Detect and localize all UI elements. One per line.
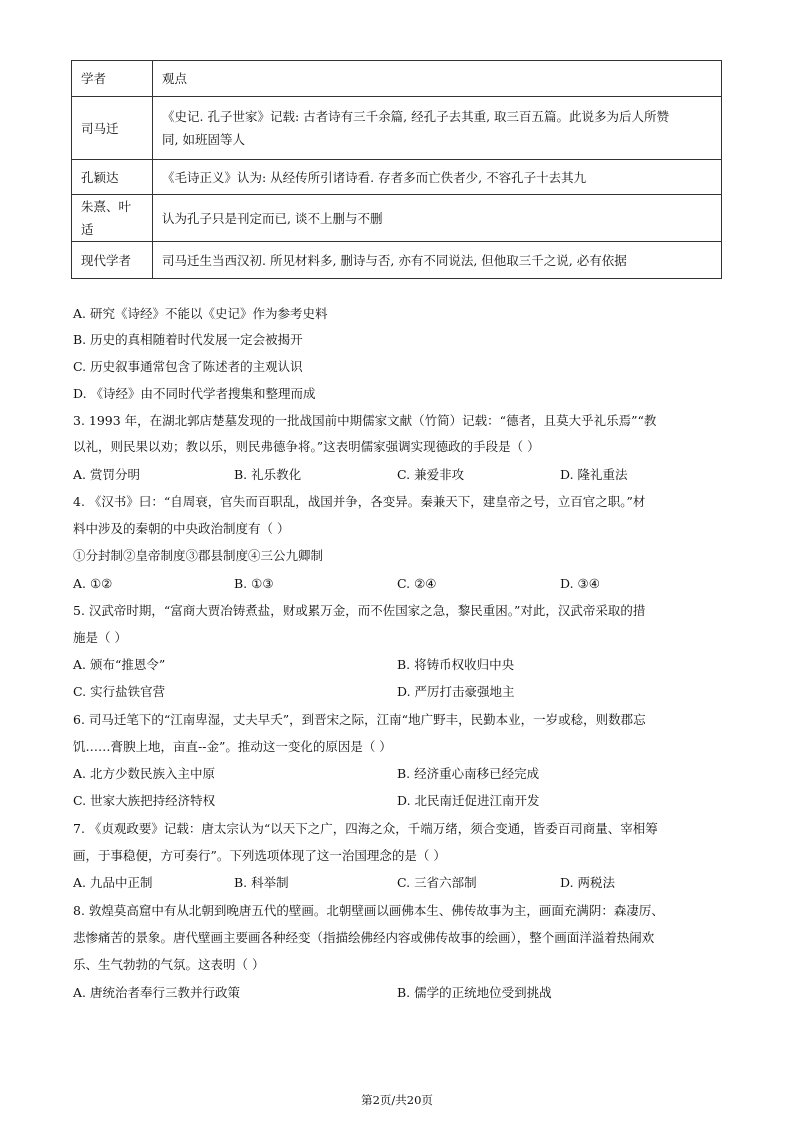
view-line: 同, 如班固等人 bbox=[162, 132, 245, 147]
q2-option-d: D. 《诗经》由不同时代学者搜集和整理而成 bbox=[73, 386, 316, 401]
q4-stem-line: 4. 《汉书》曰：“自周衰，官失而百职乱，战国并争，各变异。秦兼天下，建皇帝之号，立百官之职。”材 bbox=[73, 494, 646, 509]
scholar-views-table bbox=[71, 60, 722, 279]
q2-option-c: C. 历史叙事通常包含了陈述者的主观认识 bbox=[73, 359, 303, 374]
view-cell bbox=[153, 97, 722, 160]
q7-option-c: C. 三省六部制 bbox=[397, 875, 477, 890]
table-row bbox=[72, 97, 722, 160]
q4-option-a: A. ①② bbox=[73, 576, 113, 591]
header-scholar: 学者 bbox=[72, 61, 153, 97]
q6-option-a: A. 北方少数民族入主中原 bbox=[73, 766, 215, 781]
q2-option-b: B. 历史的真相随着时代发展一定会被揭开 bbox=[73, 332, 303, 347]
q3-stem-line: 3. 1993 年，在湖北郭店楚墓发现的一批战国前中期儒家文献（竹简）记载：“德者，且莫大乎礼乐焉”“教 bbox=[73, 413, 657, 428]
q5-option-b: B. 将铸币权收归中央 bbox=[397, 657, 515, 672]
q7-option-b: B. 科举制 bbox=[234, 875, 289, 890]
table-row bbox=[72, 242, 722, 279]
q3-option-c: C. 兼爱非攻 bbox=[397, 467, 465, 482]
q5-stem-line: 5. 汉武帝时期，“富商大贾冶铸煮盐，财或累万金，而不佐国家之急，黎民重困。”对此，汉武帝采取的措 bbox=[73, 603, 646, 618]
q4-stem-line: 料中涉及的秦朝的中央政治制度有（ ） bbox=[73, 521, 290, 536]
q3-stem-line: 以礼，则民果以劝；教以乐，则民弗德争将。”这表明儒家强调实现德政的手段是（ ） bbox=[73, 439, 540, 454]
q7-stem-line: 画，于事稳便，方可奏行”。下列选项体现了这一治国理念的是（ ） bbox=[73, 848, 446, 863]
q5-option-a: A. 颁布“推恩令” bbox=[73, 657, 166, 672]
q4-option-b: B. ①③ bbox=[234, 576, 274, 591]
scholar-cell: 孔颖达 bbox=[72, 160, 153, 195]
q4-option-c: C. ②④ bbox=[397, 576, 437, 591]
table-header-row bbox=[72, 61, 722, 97]
q5-option-d: D. 严厉打击豪强地主 bbox=[397, 684, 515, 699]
q2-option-a: A. 研究《诗经》不能以《史记》作为参考史料 bbox=[73, 306, 328, 321]
table-row bbox=[72, 160, 722, 195]
q3-option-b: B. 礼乐教化 bbox=[234, 467, 302, 482]
q3-option-d: D. 隆礼重法 bbox=[560, 467, 628, 482]
q4-stem-line: ①分封制②皇帝制度③郡县制度④三公九卿制 bbox=[73, 548, 324, 563]
q4-option-d: D. ③④ bbox=[560, 576, 600, 591]
q7-stem-line: 7. 《贞观政要》记载：唐太宗认为“以天下之广，四海之众，千端万绪，须合变通，皆委百司商量、宰相筹 bbox=[73, 821, 658, 836]
view-cell: 认为孔子只是刊定而已, 谈不上删与不删 bbox=[153, 195, 722, 242]
q3-option-a: A. 赏罚分明 bbox=[73, 467, 140, 482]
scholar-cell: 现代学者 bbox=[72, 242, 153, 279]
q6-option-c: C. 世家大族把持经济特权 bbox=[73, 793, 216, 808]
q6-stem-line: 6. 司马迁笔下的“江南卑湿，丈夫早夭”，到晋宋之际，江南“地广野丰，民勤本业，一岁或稔，则数郡忘 bbox=[73, 712, 646, 727]
q8-option-b: B. 儒学的正统地位受到挑战 bbox=[397, 985, 552, 1000]
page-footer: 第2页/共20页 bbox=[361, 1093, 433, 1107]
q7-option-a: A. 九品中正制 bbox=[73, 875, 153, 890]
header-view: 观点 bbox=[153, 61, 722, 97]
q6-option-d: D. 北民南迁促进江南开发 bbox=[397, 793, 540, 808]
q7-option-d: D. 两税法 bbox=[560, 875, 616, 890]
table-row bbox=[72, 195, 722, 242]
q8-stem-line: 悲惨痛苦的景象。唐代壁画主要画各种经变（指描绘佛经内容或佛传故事的绘画），整个画面洋溢着热闹欢 bbox=[73, 930, 655, 945]
q8-stem-line: 乐、生气勃勃的气氛。这表明（ ） bbox=[73, 957, 265, 972]
q6-option-b: B. 经济重心南移已经完成 bbox=[397, 766, 540, 781]
q8-option-a: A. 唐统治者奉行三教并行政策 bbox=[73, 985, 240, 1000]
view-cell: 司马迁生当西汉初. 所见材料多, 删诗与否, 亦有不同说法, 但他取三千之说, 必有依据 bbox=[153, 242, 722, 279]
scholar-cell: 朱熹、叶适 bbox=[72, 195, 153, 242]
q6-stem-line: 饥……膏腴上地，亩直--金”。推动这一变化的原因是（ ） bbox=[73, 739, 392, 754]
scholar-cell: 司马迁 bbox=[72, 97, 153, 160]
q8-stem-line: 8. 敦煌莫高窟中有从北朝到晚唐五代的壁画。北朝壁画以画佛本生、佛传故事为主，画面充满阴：森凄厉、 bbox=[73, 903, 664, 918]
view-cell: 《毛诗正义》认为: 从经传所引诸诗看. 存者多而亡佚者少, 不容孔子十去其九 bbox=[153, 160, 722, 195]
q5-stem-line: 施是（ ） bbox=[73, 630, 127, 645]
q5-option-c: C. 实行盐铁官营 bbox=[73, 684, 166, 699]
view-line: 《史记. 孔子世家》记载: 古者诗有三千余篇, 经孔子去其重, 取三百五篇。此说多为后人所赞 bbox=[162, 109, 670, 124]
